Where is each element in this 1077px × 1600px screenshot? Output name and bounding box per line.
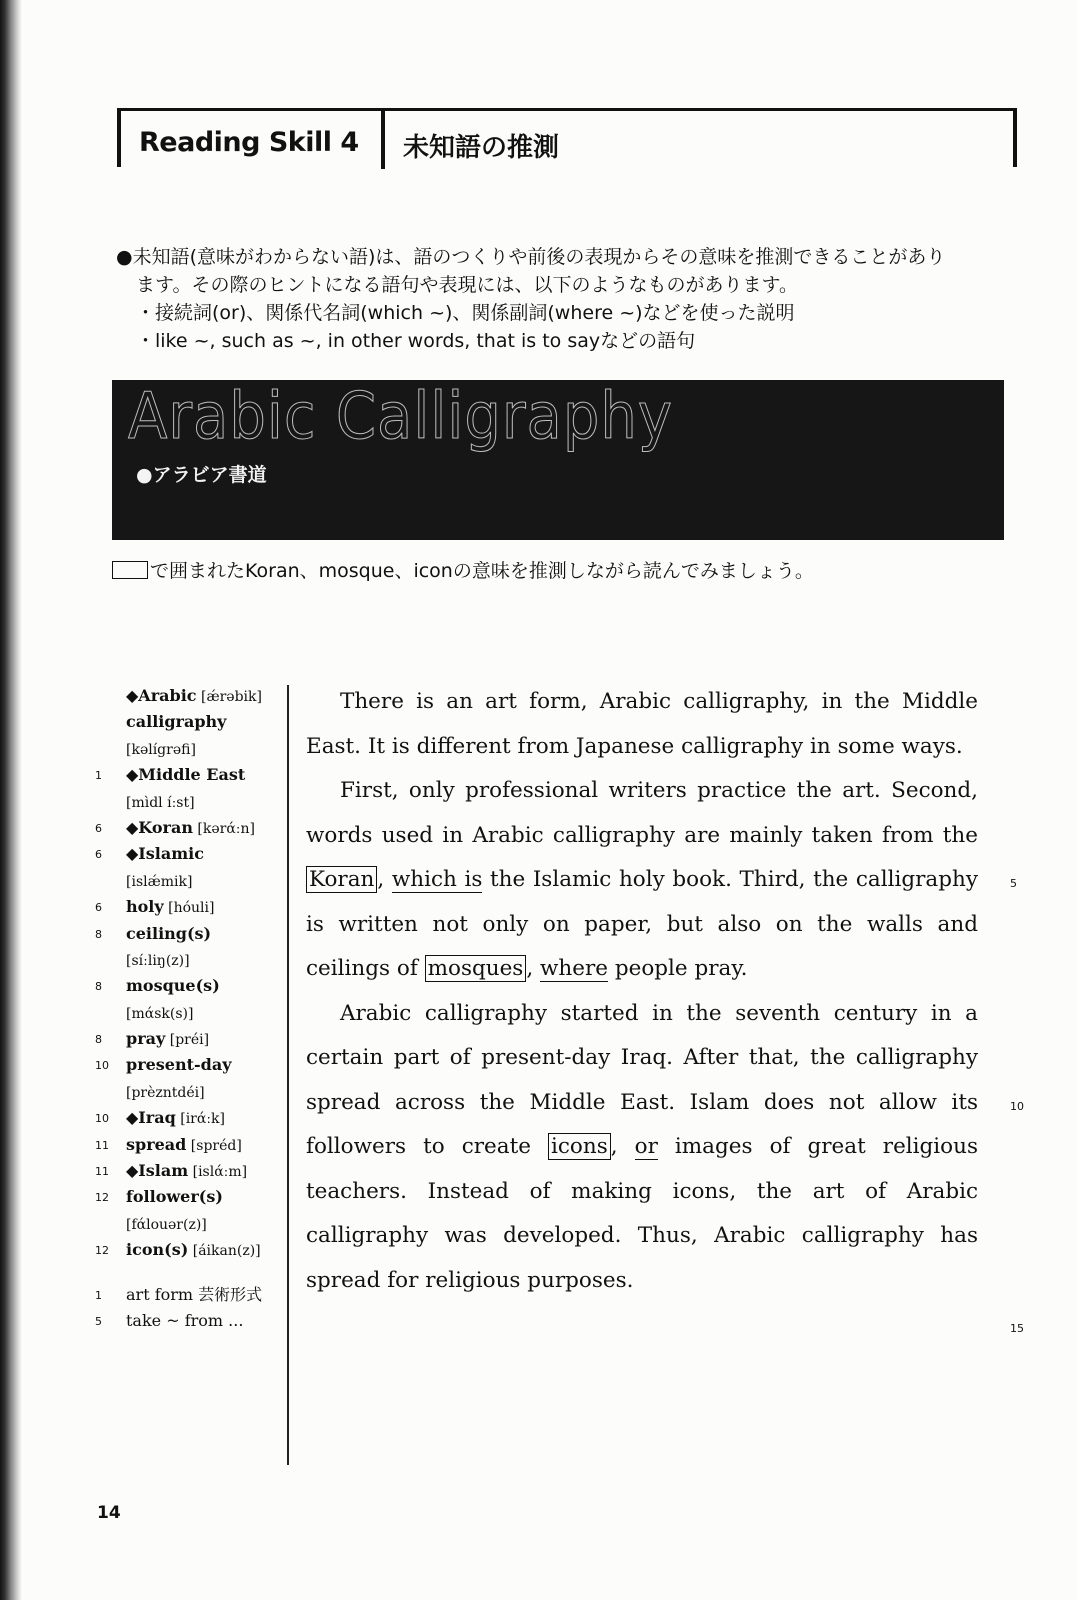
glossary-term: present-day (126, 1055, 232, 1075)
glossary-entry (126, 1184, 223, 1211)
glossary-line (95, 1132, 280, 1158)
book-binding-shadow (0, 0, 22, 1600)
hint-underline: which is (391, 867, 483, 892)
glossary-line (95, 683, 280, 709)
glossary-entry (126, 1079, 205, 1106)
line-number: 10 (1010, 1100, 1024, 1113)
glossary-line-number: 10 (95, 1112, 109, 1126)
glossary-entry (126, 1158, 247, 1185)
skill-topic: 未知語の推測 (403, 133, 560, 163)
intro-bullet: ・接続詞(or)、関係代名詞(which ~)、関係副詞(where ~)などを使った説明 (136, 302, 795, 324)
glossary-entry (126, 1237, 261, 1264)
glossary-pronunciation: [ǽrəbik] (196, 689, 262, 705)
glossary-term: ◆Koran (126, 817, 193, 837)
instruction-text: で囲まれたKoran、mosque、iconの意味を推測しながら読んでみましょう。 (150, 560, 814, 582)
reading-skill-label: Reading Skill 4 (139, 127, 359, 158)
glossary-line (95, 1000, 280, 1026)
glossary-line-number: 6 (95, 901, 102, 915)
glossary-line (95, 841, 280, 867)
glossary-term: holy (126, 897, 164, 917)
section-header (117, 108, 1017, 167)
glossary-entry (126, 815, 255, 842)
lesson-banner (112, 380, 1004, 540)
glossary-term: ◆Iraq (126, 1108, 176, 1128)
glossary-line (95, 1184, 280, 1210)
lesson-title: Arabic Calligraphy (128, 380, 673, 454)
glossary-line-number: 11 (95, 1138, 109, 1152)
glossary-line (95, 894, 280, 920)
column-divider (287, 685, 289, 1465)
paragraph-text: Arabic calligraphy started in the seventh century in a certain part of present-day Iraq. After that, the calligraphy spread across the Middle East. Islam does not allow its followers to create (306, 1000, 978, 1159)
glossary-line (95, 815, 280, 841)
glossary-pronunciation: [kəlígrəfi] (126, 741, 196, 758)
glossary-entry (126, 1105, 225, 1132)
glossary-pronunciation: [síːliŋ(z)] (126, 952, 190, 969)
lesson-subtitle: ●アラビア書道 (136, 464, 267, 486)
phrase-line (95, 1282, 280, 1308)
glossary-term: mosque(s) (126, 976, 220, 996)
glossary-entry (126, 868, 192, 895)
glossary-line (95, 868, 280, 894)
glossary-line (95, 1237, 280, 1263)
glossary-pronunciation: [hóuli] (163, 900, 215, 917)
glossary-entry (126, 1211, 207, 1238)
glossary-pronunciation: [prèzntdéi] (126, 1084, 205, 1101)
glossary-entry (126, 789, 195, 816)
glossary-line (95, 1052, 280, 1078)
vocabulary-glossary (95, 683, 280, 1334)
glossary-line-number: 8 (95, 980, 102, 994)
glossary-entry (126, 683, 262, 710)
glossary-line (95, 762, 280, 788)
passage-paragraph (306, 992, 978, 1304)
glossary-line (95, 921, 280, 947)
glossary-entry (126, 709, 226, 736)
paragraph-text: people pray. (608, 956, 748, 981)
line-number: 5 (1010, 877, 1017, 890)
glossary-line-number: 8 (95, 927, 102, 941)
glossary-line (95, 1105, 280, 1131)
page-number: 14 (97, 1503, 121, 1523)
paragraph-text: images of great religious teachers. Instead of making icons, the art of Arabic calligraphy was developed. Thus, Arabic calligraphy has spread for religious purposes. (306, 1134, 979, 1293)
glossary-line-number: 12 (95, 1191, 109, 1205)
glossary-line-number: 11 (95, 1165, 109, 1179)
phrase-line-number: 1 (95, 1288, 102, 1302)
glossary-term: follower(s) (126, 1187, 223, 1207)
intro-explanation (116, 243, 1016, 355)
glossary-line-number: 6 (95, 848, 102, 862)
glossary-pronunciation: [préi] (165, 1032, 210, 1049)
hint-underline: or (634, 1134, 658, 1159)
glossary-line-number: 6 (95, 821, 102, 835)
glossary-term: pray (126, 1029, 166, 1049)
header-divider (381, 111, 385, 169)
glossary-line (95, 1211, 280, 1237)
glossary-pronunciation: [islǽmik] (126, 873, 193, 890)
glossary-term: icon(s) (126, 1240, 189, 1260)
paragraph-text: There is an art form, Arabic calligraphy, in the Middle East. It is different from Japanese calligraphy in some ways. (306, 689, 978, 759)
box-marker-icon (112, 561, 148, 579)
glossary-pronunciation: [islάːm] (188, 1164, 248, 1181)
glossary-gap (95, 1264, 280, 1282)
line-number: 15 (1010, 1322, 1024, 1335)
hint-underline: where (540, 956, 608, 981)
glossary-pronunciation: [spréd] (186, 1137, 242, 1154)
glossary-line-number: 12 (95, 1244, 109, 1258)
glossary-entry (126, 762, 245, 789)
glossary-entry (126, 841, 204, 868)
glossary-entry (126, 921, 211, 948)
glossary-pronunciation: [mάsk(s)] (126, 1005, 194, 1022)
intro-line: ●未知語(意味がわからない語)は、語のつくりや前後の表現からその意味を推測できることがあり (116, 246, 946, 268)
passage-paragraph (306, 769, 978, 992)
glossary-line (95, 1158, 280, 1184)
glossary-line-number: 1 (95, 769, 102, 783)
glossary-line-number: 8 (95, 1033, 102, 1047)
keyword-box-koran: Koran (306, 866, 377, 893)
keyword-box-icons: icons (548, 1133, 611, 1160)
phrase-text: take ~ from ... (126, 1310, 244, 1330)
glossary-pronunciation: [kərάːn] (192, 820, 255, 837)
glossary-entry (126, 1052, 232, 1079)
glossary-line (95, 973, 280, 999)
glossary-entry (126, 973, 220, 1000)
glossary-entry (126, 1026, 209, 1053)
glossary-term: ◆Islamic (126, 844, 204, 864)
paragraph-text: , (377, 867, 392, 892)
phrase-text: art form 芸術形式 (126, 1284, 263, 1304)
reading-passage (306, 680, 978, 1303)
glossary-line (95, 709, 280, 735)
intro-line: ます。その際のヒントになる語句や表現には、以下のようなものがあります。 (136, 274, 798, 296)
glossary-pronunciation: [irάːk] (175, 1111, 225, 1128)
phrase-line (95, 1308, 280, 1334)
glossary-pronunciation: [áikan(z)] (188, 1243, 261, 1260)
glossary-pronunciation: [mìdl íːst] (126, 794, 195, 811)
glossary-entry (126, 1000, 193, 1027)
glossary-entry (126, 1132, 242, 1159)
keyword-box-mosques: mosques (425, 955, 527, 982)
glossary-term: calligraphy (126, 712, 227, 732)
glossary-entry (126, 947, 190, 974)
paragraph-text: , (526, 956, 541, 981)
glossary-line (95, 947, 280, 973)
glossary-term: ◆Arabic (126, 686, 197, 705)
glossary-line (95, 1079, 280, 1105)
glossary-entry (126, 894, 214, 921)
glossary-term: ◆Middle East (126, 765, 246, 785)
paragraph-text: First, only professional writers practice the art. Second, words used in Arabic calligraphy are mainly taken from the (306, 778, 978, 848)
glossary-line (95, 789, 280, 815)
glossary-pronunciation: [fάlouər(z)] (126, 1216, 207, 1233)
glossary-line-number: 10 (95, 1059, 109, 1073)
glossary-term: spread (126, 1134, 187, 1154)
glossary-line (95, 1026, 280, 1052)
glossary-term: ceiling(s) (126, 923, 212, 943)
paragraph-text: , (610, 1134, 635, 1159)
intro-bullet: ・like ~, such as ~, in other words, that is to sayなどの語句 (136, 330, 696, 352)
paragraph-text: the Islamic holy book. Third, the calligraphy is written not only on paper, but also on the walls and ceilings of (306, 867, 978, 981)
glossary-term: ◆Islam (126, 1161, 189, 1181)
glossary-entry (126, 736, 196, 763)
reading-instruction (112, 556, 814, 583)
passage-paragraph (306, 680, 978, 769)
glossary-line (95, 736, 280, 762)
phrase-line-number: 5 (95, 1314, 102, 1328)
